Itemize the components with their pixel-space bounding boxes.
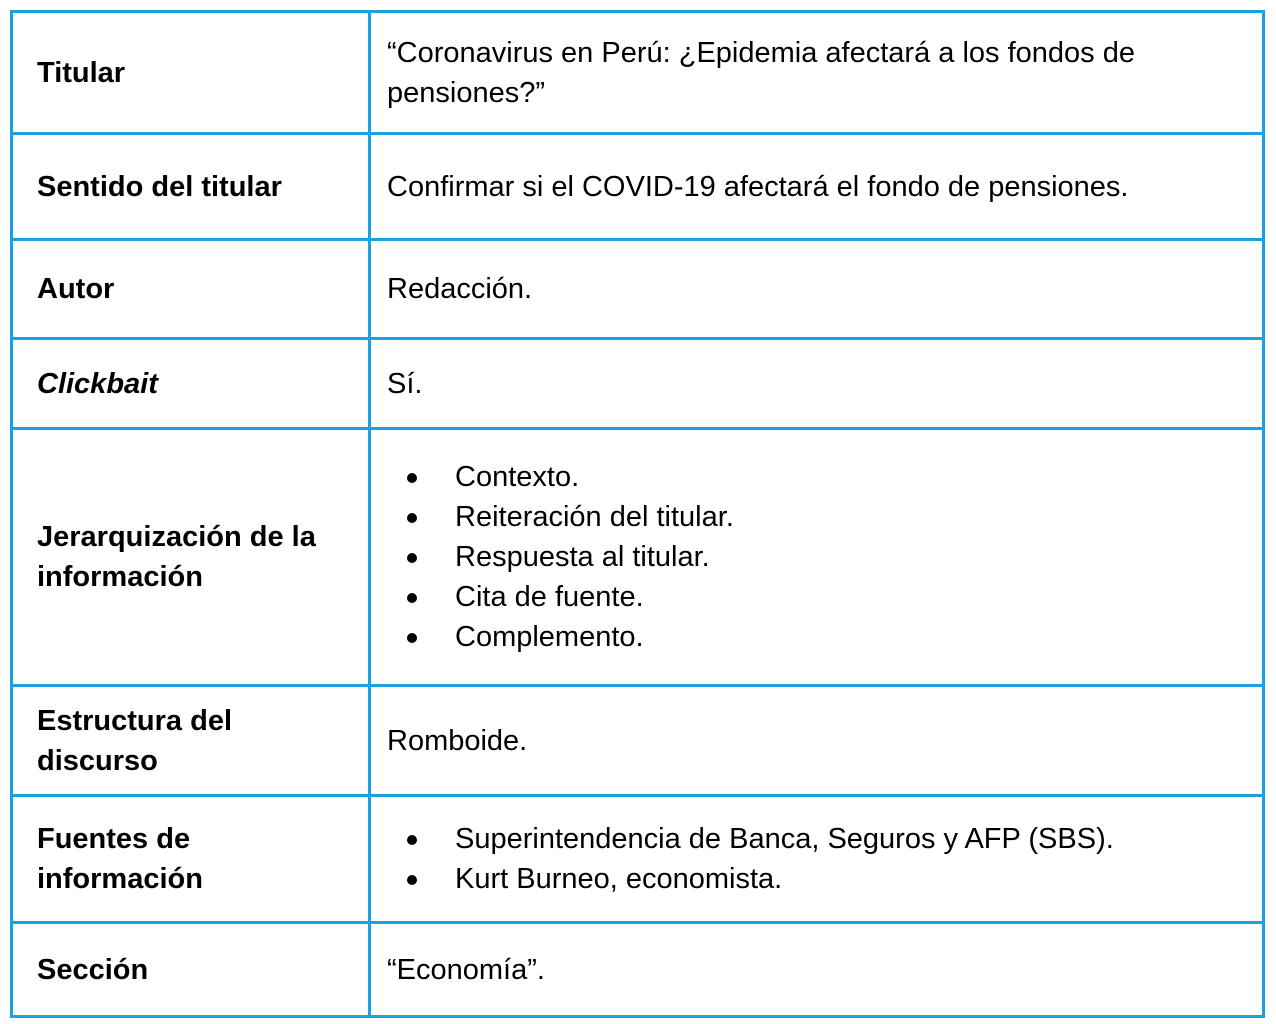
table-row-jerarquizacion (12, 429, 1264, 686)
bullet-list (387, 819, 1248, 899)
row-value: Romboide. (370, 686, 1264, 796)
list-item-text: Reiteración del titular. (455, 501, 734, 533)
list-item-text: Superintendencia de Banca, Seguros y AFP (SBS). (455, 823, 1114, 855)
row-label: Fuentes de información (12, 796, 370, 923)
list-item (455, 497, 1248, 537)
row-label: Autor (12, 240, 370, 339)
list-item (455, 819, 1248, 859)
list-item-text: Kurt Burneo, economista. (455, 863, 783, 895)
row-value: Redacción. (370, 240, 1264, 339)
table-row-clickbait (12, 339, 1264, 429)
table-row-titular (12, 12, 1264, 134)
row-label: Sentido del titular (12, 134, 370, 240)
row-value: “Coronavirus en Perú: ¿Epidemia afectará a los fondos de pensiones?” (370, 12, 1264, 134)
list-item (455, 617, 1248, 657)
list-item (455, 457, 1248, 497)
bullet-icon (407, 553, 417, 563)
row-value (370, 796, 1264, 923)
row-label: Sección (12, 923, 370, 1017)
analysis-table (10, 10, 1265, 1018)
table-row-sentido (12, 134, 1264, 240)
table-row-fuentes (12, 796, 1264, 923)
row-label: Estructura del discurso (12, 686, 370, 796)
list-item-text: Complemento. (455, 621, 644, 653)
bullet-icon (407, 875, 417, 885)
table-row-estructura (12, 686, 1264, 796)
row-value: Sí. (370, 339, 1264, 429)
row-value (370, 429, 1264, 686)
row-label: Titular (12, 12, 370, 134)
row-value: Confirmar si el COVID-19 afectará el fondo de pensiones. (370, 134, 1264, 240)
list-item (455, 859, 1248, 899)
row-value: “Economía”. (370, 923, 1264, 1017)
list-item-text: Cita de fuente. (455, 581, 644, 613)
row-label-text: Clickbait (37, 367, 158, 400)
table-row-seccion (12, 923, 1264, 1017)
bullet-icon (407, 633, 417, 643)
list-item-text: Respuesta al titular. (455, 541, 710, 573)
bullet-icon (407, 593, 417, 603)
bullet-list (387, 457, 1248, 657)
bullet-icon (407, 513, 417, 523)
bullet-icon (407, 473, 417, 483)
table-row-autor (12, 240, 1264, 339)
row-label: Jerarquización de la información (12, 429, 370, 686)
bullet-icon (407, 835, 417, 845)
list-item-text: Contexto. (455, 461, 580, 493)
list-item (455, 537, 1248, 577)
list-item (455, 577, 1248, 617)
row-label (12, 339, 370, 429)
